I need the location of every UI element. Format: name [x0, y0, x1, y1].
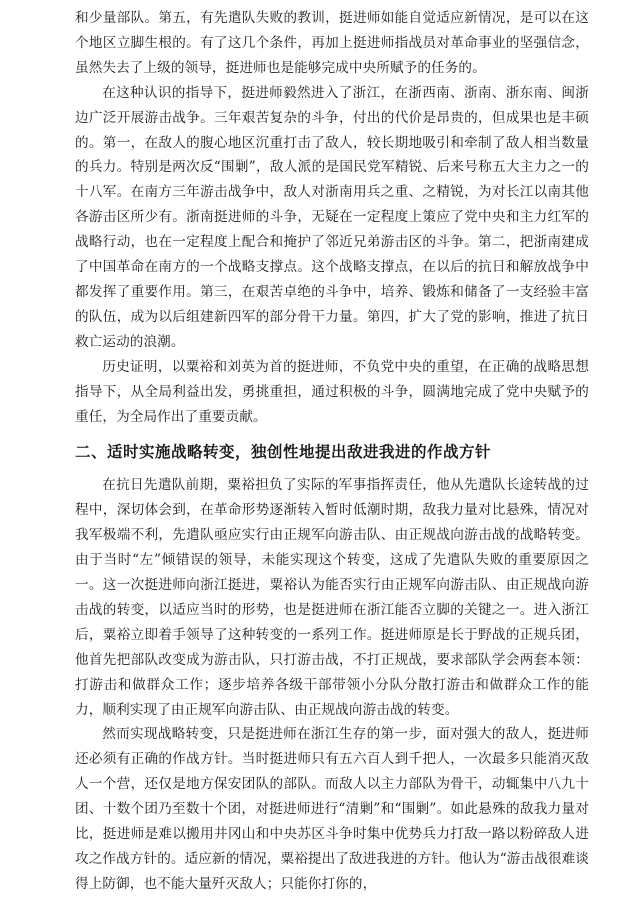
- paragraph-historical-proof: 历史证明，以粟裕和刘英为首的挺进师，不负党中央的重望，在正确的战略思想指导下，从全局利益出发，勇挑重担，通过积极的斗争，圆满地完成了党中央赋予的重任，为全局作出了重要贡献。: [75, 358, 589, 425]
- paragraph-combat-policy: 然而实现战略转变，只是挺进师在浙江生存的第一步，面对强大的敌人，挺进师还必须有正确的作战方针。当时挺进师只有五六百人到千把人，一次最多只能消灭敌人一个营，还仅是地方保安团队的部队。而敌人以主力部队为骨干，动辄集中八九十团、十数个团乃至数十个团，对挺进师进行“清剿”和“围剿”。如此悬殊的敌我力量对比，挺进师是难以搬用井冈山和中央苏区斗争时集中优势兵力打敌一路以粉碎敌人进攻之作战方针的。适应新的情况，粟裕提出了敌进我进的方针。他认为“游击战很难谈得上防御，也不能大量歼灭敌人；只能你打你的，: [75, 726, 589, 892]
- section-heading: 二、适时实施战略转变，独创性地提出敌进我进的作战方针: [75, 443, 492, 462]
- paragraph-strategy-results: 在这种认识的指导下，挺进师毅然进入了浙江，在浙西南、浙南、浙东南、闽浙边广泛开展游击战争。三年艰苦复杂的斗争，付出的代价是昂贵的，但成果也是丰硕的。第一，在敌人的腹心地区沉重打击了敌人，较长期地吸引和牵制了敌人相当数量的兵力。特别是两次反“围剿”，敌人派的是国民党军精锐、后来号称五大主力之一的十八军。在南方三年游击战争中，敌人对浙南用兵之重、之精锐，为对长江以南其他各游击区所少有。浙南挺进师的斗争，无疑在一定程度上策应了党中央和主力红军的战略行动，也在一定程度上配合和掩护了邻近兄弟游击区的斗争。第二，把浙南建成了中国革命在南方的一个战略支撑点。这个战略支撑点，在以后的抗日和解放战争中都发挥了重要作用。第三，在艰苦卓绝的斗争中，培养、锻炼和储备了一支经验丰富的队伍，成为以后组建新四军的部分骨干力量。第四，扩大了党的影响，推进了抗日救亡运动的浪潮。: [75, 84, 589, 350]
- page-body: [75, 6, 589, 897]
- paragraph-strategic-shift: 在抗日先遣队前期，粟裕担负了实际的军事指挥责任，他从先遣队长途转战的过程中，深切体会到，在革命形势逐渐转入暂时低潮时期，敌我力量对比悬殊，情况对我军极端不利，先遣队亟应实行由正规军向游击队、由正规战向游击战的战略转变。由于当时“左”倾错误的领导，未能实现这个转变，这成了先遣队失败的重要原因之一。这一次挺进师向浙江挺进，粟裕认为能否实行由正规军向游击队、由正规战向游击战的转变，以适应当时的形势，也是挺进师在浙江能否立脚的关键之一。进入浙江后，粟裕立即着手领导了这种转变的一系列工作。挺进师原是长于野战的正规兵团，他首先把部队改变成为游击队，只打游击战，不打正规战，要求部队学会两套本领：打游击和做群众工作；逐步培养各级干部带领小分队分散打游击和做群众工作的能力，顺利实现了由正规军向游击队、由正规战向游击战的转变。: [75, 477, 589, 718]
- paragraph-continued: 和少量部队。第五，有先遣队失败的教训，挺进师如能自觉适应新情况，是可以在这个地区立脚生根的。有了这几个条件，再加上挺进师指战员对革命事业的坚强信念，虽然失去了上级的领导，挺进师也是能够完成中央所赋予的任务的。: [75, 10, 589, 76]
